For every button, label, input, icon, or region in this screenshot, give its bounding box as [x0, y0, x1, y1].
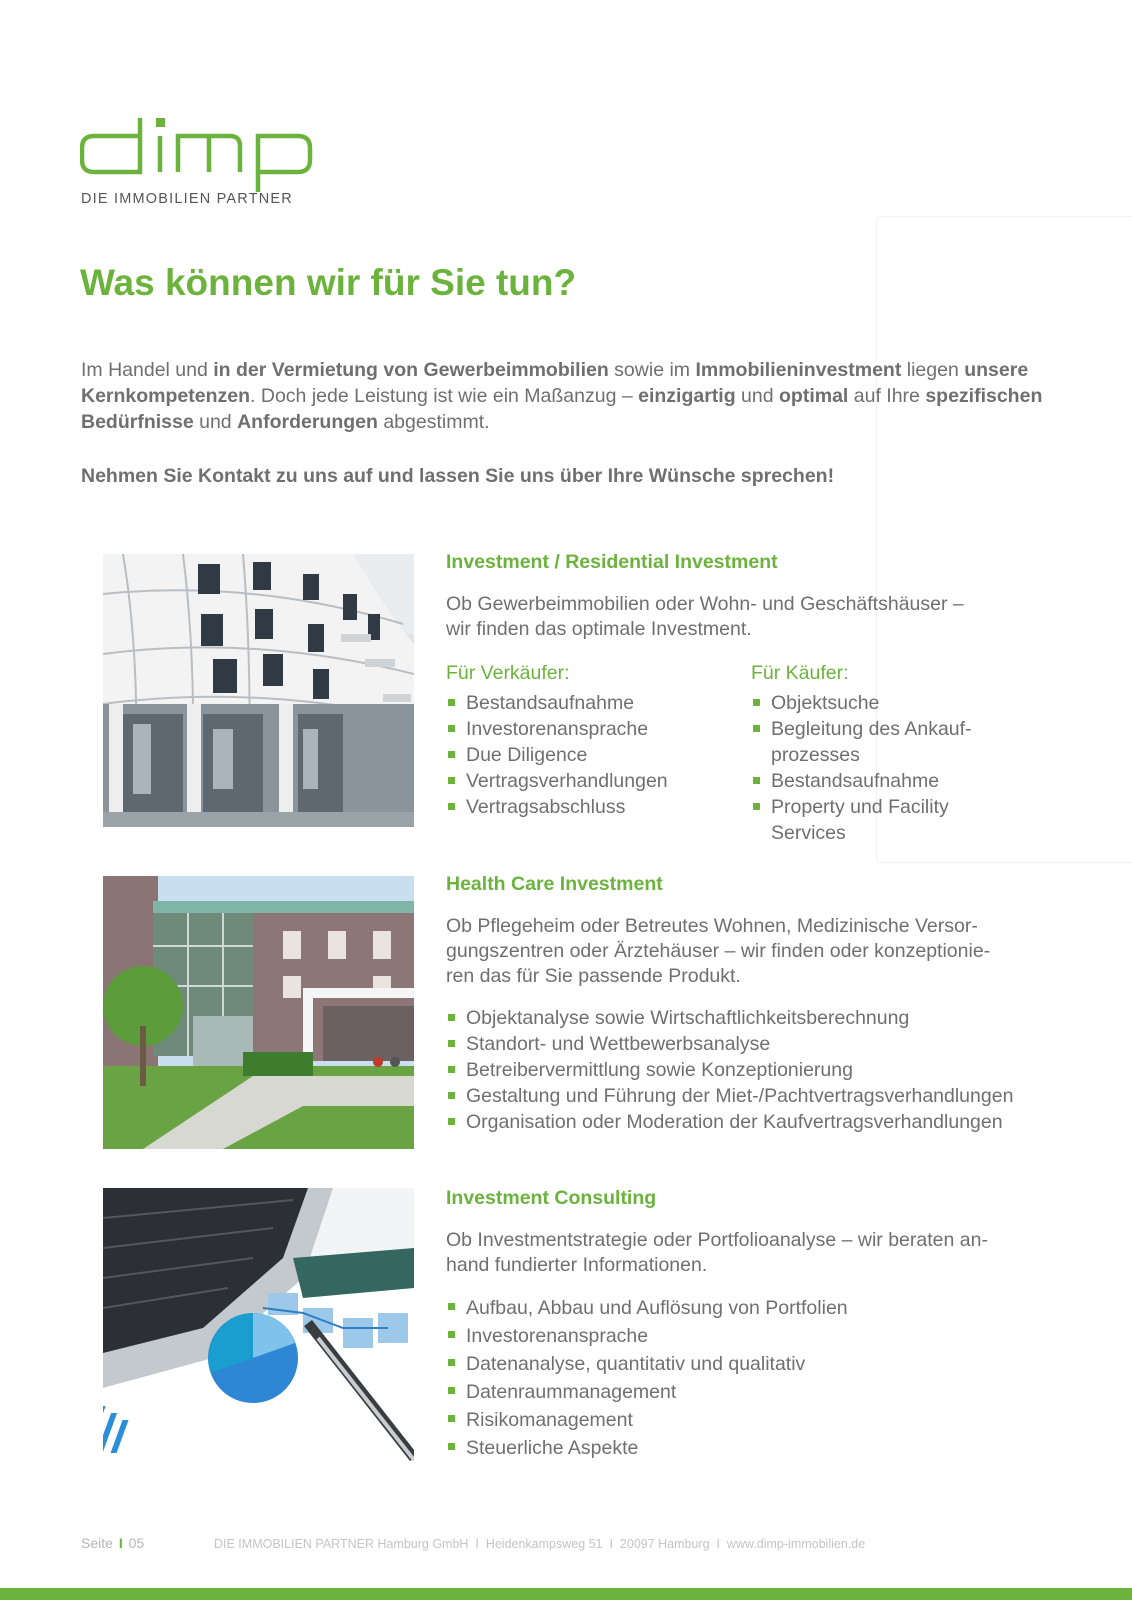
sellers-column: [446, 660, 751, 846]
list-item: Risikomanagement: [446, 1406, 1056, 1434]
services-list: [446, 1294, 1056, 1462]
section-title: Investment / Residential Investment: [446, 551, 778, 573]
buyers-list: [751, 690, 1056, 846]
list-item: Vertragsverhandlungen: [446, 768, 751, 794]
page-title: Was können wir für Sie tun?: [80, 262, 577, 303]
buyers-label: Für Käufer:: [751, 662, 849, 684]
list-item: Property und Facility Services: [751, 794, 1056, 846]
sellers-label: Für Verkäufer:: [446, 662, 570, 684]
list-item: Investorenansprache: [446, 716, 751, 742]
list-item: Standort- und Wettbewerbsanalyse: [446, 1031, 1056, 1057]
list-item: Betreibervermittlung sowie Konzeptionierung: [446, 1057, 1056, 1083]
list-item: Datenraummanagement: [446, 1378, 1056, 1406]
page-number-value: 05: [128, 1535, 145, 1551]
intro-paragraph: Im Handel und in der Vermietung von Gewerbeimmobilien sowie im Immobilieninvestment liegen unsere Kernkompetenzen. Doch jede Leistung ist wie ein Maßanzug – einzigartig und optimal auf Ihre spezifischen Bedürfnisse und Anforderungen abgestimmt.: [81, 359, 1043, 433]
footer-company-info: DIE IMMOBILIEN PARTNER Hamburg GmbH I Heidenkampsweg 51 I 20097 Hamburg I www.dimp-immobilien.de: [214, 1537, 866, 1551]
services-list: [446, 1005, 1056, 1135]
page-number: [81, 1535, 144, 1551]
section-lead: Ob Gewerbeimmobilien oder Wohn- und Geschäftshäuser – wir finden das optimale Investment.: [446, 593, 964, 640]
section-residential-investment: [446, 551, 1056, 846]
list-item: Aufbau, Abbau und Auflösung von Portfolien: [446, 1294, 1056, 1322]
dimp-logo-mark: [80, 112, 320, 192]
list-item: Gestaltung und Führung der Miet-/Pachtvertragsverhandlungen: [446, 1083, 1056, 1109]
seller-buyer-columns: [446, 660, 1056, 846]
consulting-laptop-charts-photo: [103, 1188, 414, 1461]
section-lead: Ob Pflegeheim oder Betreutes Wohnen, Medizinische Versor- gungszentren oder Ärztehäuser – wir finden oder konzeptionie- ren das für Sie passende Produkt.: [446, 915, 991, 987]
section-title: Investment Consulting: [446, 1187, 657, 1209]
list-item: Objektanalyse sowie Wirtschaftlichkeitsberechnung: [446, 1005, 1056, 1031]
health-care-building-photo: [103, 876, 414, 1149]
page-separator: I: [118, 1535, 123, 1551]
list-item: Organisation oder Moderation der Kaufvertragsverhandlungen: [446, 1109, 1056, 1135]
list-item: Vertragsabschluss: [446, 794, 751, 820]
list-item: Objektsuche: [751, 690, 1056, 716]
bottom-accent-bar: [0, 1588, 1132, 1600]
list-item: Bestandsaufnahme: [446, 690, 751, 716]
logo-subtitle: DIE IMMOBILIEN PARTNER: [81, 191, 293, 207]
list-item: Investorenansprache: [446, 1322, 1056, 1350]
list-item: Datenanalyse, quantitativ und qualitativ: [446, 1350, 1056, 1378]
section-title: Health Care Investment: [446, 873, 663, 895]
residential-building-photo: [103, 554, 414, 827]
section-investment-consulting: [446, 1187, 1056, 1462]
section-health-care-investment: [446, 873, 1056, 1135]
section-lead: Ob Investmentstrategie oder Portfolioanalyse – wir beraten an- hand fundierter Informationen.: [446, 1229, 988, 1276]
page-label: Seite: [81, 1535, 113, 1551]
list-item: Due Diligence: [446, 742, 751, 768]
buyers-column: [751, 660, 1056, 846]
contact-call-to-action: Nehmen Sie Kontakt zu uns auf und lassen Sie uns über Ihre Wünsche sprechen!: [81, 465, 835, 487]
list-item: Steuerliche Aspekte: [446, 1434, 1056, 1462]
list-item: Bestandsaufnahme: [751, 768, 1056, 794]
list-item: Begleitung des Ankauf- prozesses: [751, 716, 1056, 768]
sellers-list: [446, 690, 751, 820]
